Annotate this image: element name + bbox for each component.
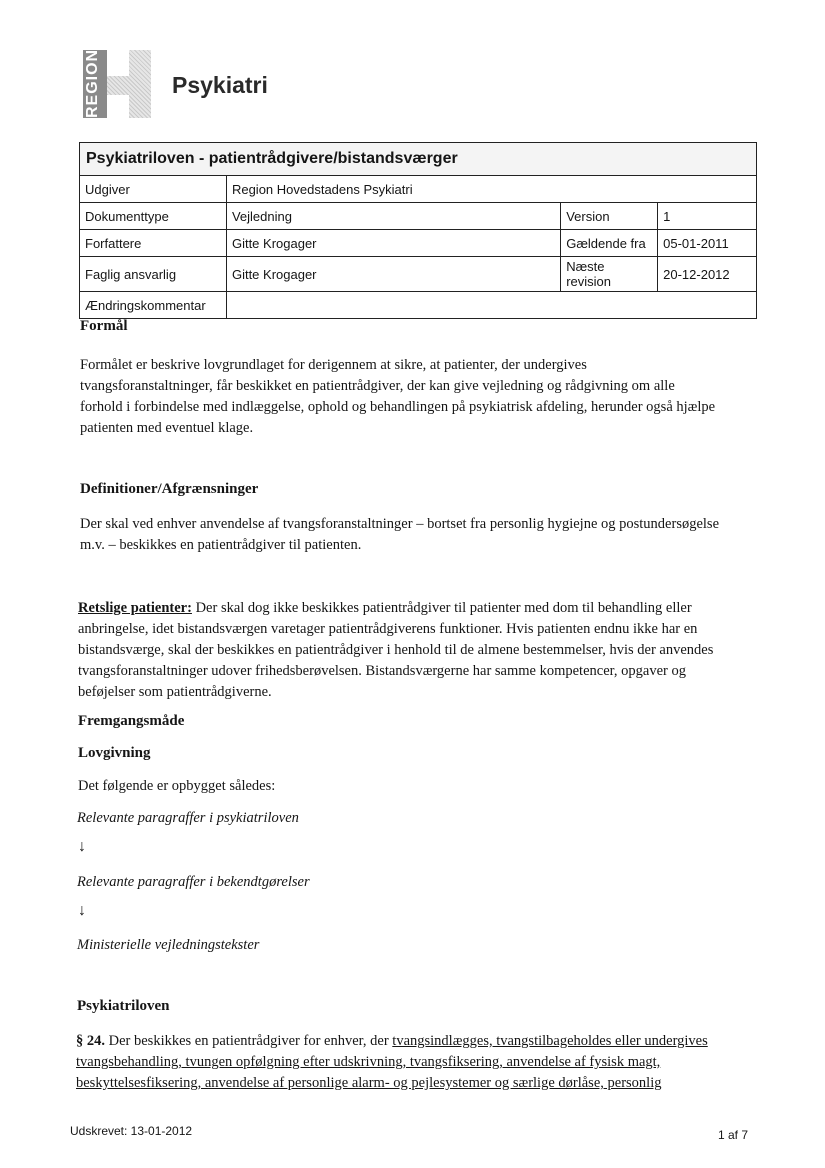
text-line: anbringelse, idet bistandsværgen varetager patientrådgiverens funktioner. Hvis patienten endnu ikke har en <box>78 621 698 637</box>
meta-label: Næste revision <box>561 257 658 292</box>
meta-value: Region Hovedstadens Psykiatri <box>226 176 756 203</box>
paragraph-retslige <box>78 598 758 703</box>
footer-page-number: 1 af 7 <box>718 1128 749 1142</box>
text-line: m.v. – beskikkes en patientrådgiver til patienten. <box>80 537 362 553</box>
text-line: tvangsforanstaltninger, får beskikket en patientrådgiver, der kan give vejledning og rådgivning om alle <box>80 378 675 394</box>
region-logo-notch-bottom <box>107 95 129 118</box>
down-arrow-icon: ↓ <box>78 902 86 919</box>
meta-value: 05-01-2011 <box>658 230 757 257</box>
meta-label: Gældende fra <box>561 230 658 257</box>
heading-formaal: Formål <box>80 318 128 334</box>
meta-row-aendring <box>80 292 757 319</box>
region-logo-notch-top <box>107 50 129 76</box>
text-line <box>78 598 758 619</box>
meta-label: Version <box>561 203 658 230</box>
meta-title-row <box>80 143 757 176</box>
region-logo-text: REGION <box>84 48 101 118</box>
text-line: tvangsforanstaltninger udover frihedsberøvelsen. Bistandsværgerne har samme kompetencer, opgaver og <box>78 663 686 679</box>
retslige-first-line: Der skal dog ikke beskikkes patientrådgiver til patienter med dom til behandling eller <box>191 600 692 616</box>
text-line: beskyttelsesfiksering, anvendelse af personlige alarm- og pejlesystemer og særlige dørlåse, personlig <box>76 1075 662 1091</box>
heading-psykiatriloven: Psykiatriloven <box>77 998 170 1014</box>
meta-row-udgiver <box>80 176 757 203</box>
opbygget-text: Det følgende er opbygget således: <box>78 778 276 794</box>
document-meta-table <box>79 142 757 319</box>
paragraph-definitioner <box>80 514 760 556</box>
hierarchy-item: Relevante paragraffer i bekendtgørelser <box>77 874 310 890</box>
text-line: tvangsbehandling, tvungen opfølgning efter udskrivning, tvangsfiksering, anvendelse af fysisk magt, <box>76 1054 661 1070</box>
heading-lovgivning: Lovgivning <box>78 745 151 761</box>
footer-printed-date: Udskrevet: 13-01-2012 <box>70 1124 193 1138</box>
p24-text-underlined: tvangsindlægges, tvangstilbageholdes eller undergives <box>392 1033 708 1049</box>
meta-label: Forfattere <box>80 230 227 257</box>
meta-label: Dokumenttype <box>80 203 227 230</box>
heading-definitioner: Definitioner/Afgrænsninger <box>80 481 259 497</box>
retslige-label: Retslige patienter: <box>78 600 192 616</box>
meta-value: 1 <box>658 203 757 230</box>
hierarchy-item: Ministerielle vejledningstekster <box>77 937 260 953</box>
meta-value: Vejledning <box>226 203 560 230</box>
meta-row-faglig <box>80 257 757 292</box>
text-line: Formålet er beskrive lovgrundlaget for derigennem at sikre, at patienter, der undergives <box>80 357 587 373</box>
down-arrow-icon: ↓ <box>78 838 86 855</box>
meta-row-dokumenttype <box>80 203 757 230</box>
meta-value: 20-12-2012 <box>658 257 757 292</box>
meta-value: Gitte Krogager <box>226 230 560 257</box>
text-line: bistandsværge, skal der beskikkes en patientrådgiver i henhold til de almene bestemmelser, hvis der anvendes <box>78 642 714 658</box>
org-name: Psykiatri <box>172 72 268 98</box>
meta-label: Udgiver <box>80 176 227 203</box>
text-line: patienten med eventuel klage. <box>80 420 254 436</box>
hierarchy-item: Relevante paragraffer i psykiatriloven <box>77 810 299 826</box>
text-line: forhold i forbindelse med indlæggelse, ophold og behandlingen på psykiatrisk afdeling, herunder også hjælpe <box>80 399 716 415</box>
text-line: beføjelser som patientrådgiverne. <box>78 684 272 700</box>
text-line: Der skal ved enhver anvendelse af tvangsforanstaltninger – bortset fra personlig hygiejne og postundersøgelse <box>80 516 720 532</box>
paragraph-formaal <box>80 355 760 439</box>
document-title: Psykiatriloven - patientrådgivere/bistandsværger <box>80 143 757 176</box>
heading-fremgangsmaade: Fremgangsmåde <box>78 713 185 729</box>
meta-value <box>226 292 756 319</box>
paragraph-24 <box>76 1031 776 1094</box>
meta-value: Gitte Krogager <box>226 257 560 292</box>
meta-label: Ændringskommentar <box>80 292 227 319</box>
meta-row-forfattere <box>80 230 757 257</box>
p24-text-plain: Der beskikkes en patientrådgiver for enhver, der <box>105 1033 393 1049</box>
section-number: § 24. <box>76 1033 105 1049</box>
text-line <box>76 1031 776 1052</box>
meta-label: Faglig ansvarlig <box>80 257 227 292</box>
